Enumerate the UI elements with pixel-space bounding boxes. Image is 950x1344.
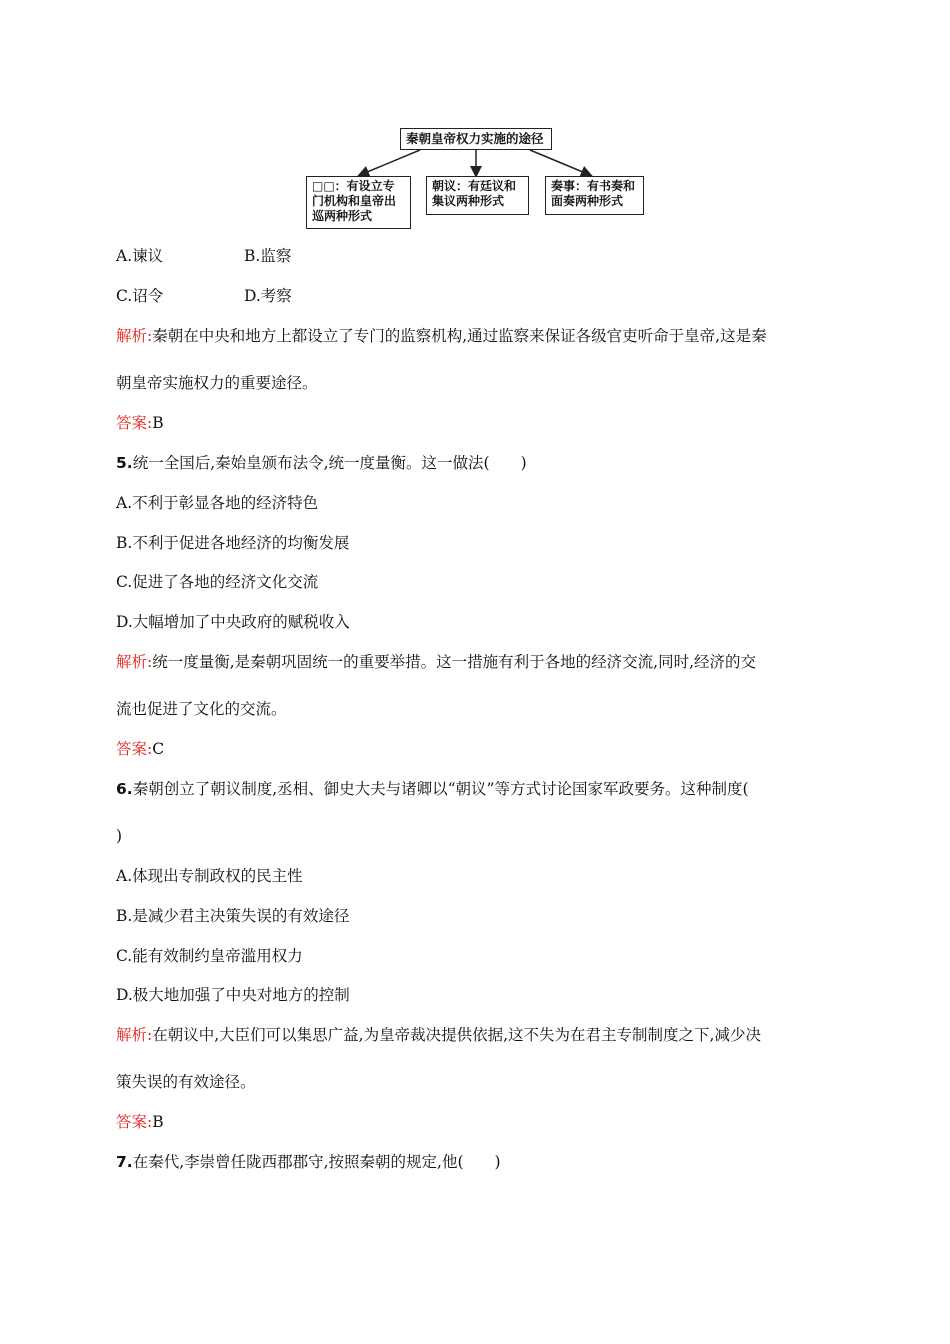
q4-analysis-line1 <box>116 326 767 346</box>
q4-option-c: C.诏令 <box>116 287 164 305</box>
q4-analysis-line2: 朝皇帝实施权力的重要途径。 <box>116 374 318 392</box>
q5-analysis-line2: 流也促进了文化的交流。 <box>116 700 287 718</box>
q5-option-b: B.不利于促进各地经济的均衡发展 <box>116 534 350 552</box>
question-stem: 统一全国后,秦始皇颁布法令,统一度量衡。这一做法( ) <box>132 454 527 472</box>
q6-option-c: C.能有效制约皇帝滥用权力 <box>116 947 303 965</box>
question-number: 6. <box>116 780 133 798</box>
question-stem: 在秦代,李崇曾任陇西郡郡守,按照秦朝的规定,他( ) <box>132 1153 501 1171</box>
q6-stem-line1 <box>116 779 749 799</box>
analysis-text: 统一度量衡,是秦朝巩固统一的重要举措。这一措施有利于各地的经济交流,同时,经济的交 <box>152 653 757 671</box>
analysis-label: 解析: <box>116 1026 153 1044</box>
diagram-top-box: 秦朝皇帝权力实施的途径 <box>400 128 552 150</box>
q6-stem-line2: ) <box>116 827 123 845</box>
q5-option-c: C.促进了各地的经济文化交流 <box>116 573 319 591</box>
question-number: 7. <box>116 1153 133 1171</box>
q4-option-d: D.考察 <box>244 287 292 305</box>
q6-analysis-line2: 策失误的有效途径。 <box>116 1073 256 1091</box>
answer-label: 答案: <box>116 414 153 432</box>
question-number: 5. <box>116 454 133 472</box>
answer-label: 答案: <box>116 740 153 758</box>
q4-option-b: B.监察 <box>244 247 292 265</box>
answer-value: B <box>152 414 164 432</box>
analysis-text: 在朝议中,大臣们可以集思广益,为皇帝裁决提供依据,这不失为在君主专制制度之下,减少决 <box>152 1026 761 1044</box>
analysis-label: 解析: <box>116 653 153 671</box>
q6-option-b: B.是减少君主决策失误的有效途径 <box>116 907 350 925</box>
q5-answer <box>116 739 164 759</box>
analysis-text: 秦朝在中央和地方上都设立了专门的监察机构,通过监察来保证各级官吏听命于皇帝,这是秦 <box>152 327 767 345</box>
q7-stem <box>116 1152 501 1172</box>
q5-option-a: A.不利于彰显各地的经济特色 <box>116 494 319 512</box>
diagram-left-box: □□：有设立专门机构和皇帝出巡两种形式 <box>306 176 411 229</box>
q5-option-d: D.大幅增加了中央政府的赋税收入 <box>116 613 350 631</box>
arrow-left <box>360 150 420 175</box>
q5-stem <box>116 453 527 473</box>
arrow-right <box>530 150 590 175</box>
q4-answer <box>116 413 164 433</box>
q5-analysis-line1 <box>116 652 756 672</box>
answer-value: B <box>152 1113 164 1131</box>
diagram-middle-box: 朝议：有廷议和集议两种形式 <box>426 176 529 215</box>
question-stem: 秦朝创立了朝议制度,丞相、御史大夫与诸卿以“朝议”等方式讨论国家军政要务。这种制度( <box>132 780 749 798</box>
q6-option-a: A.体现出专制政权的民主性 <box>116 867 303 885</box>
q6-answer <box>116 1112 164 1132</box>
q6-analysis-line1 <box>116 1025 761 1045</box>
q6-option-d: D.极大地加强了中央对地方的控制 <box>116 986 350 1004</box>
answer-label: 答案: <box>116 1113 153 1131</box>
answer-value: C <box>152 740 165 758</box>
diagram-right-box: 奏事：有书奏和面奏两种形式 <box>545 176 644 215</box>
q4-option-a: A.谏议 <box>116 247 164 265</box>
analysis-label: 解析: <box>116 327 153 345</box>
